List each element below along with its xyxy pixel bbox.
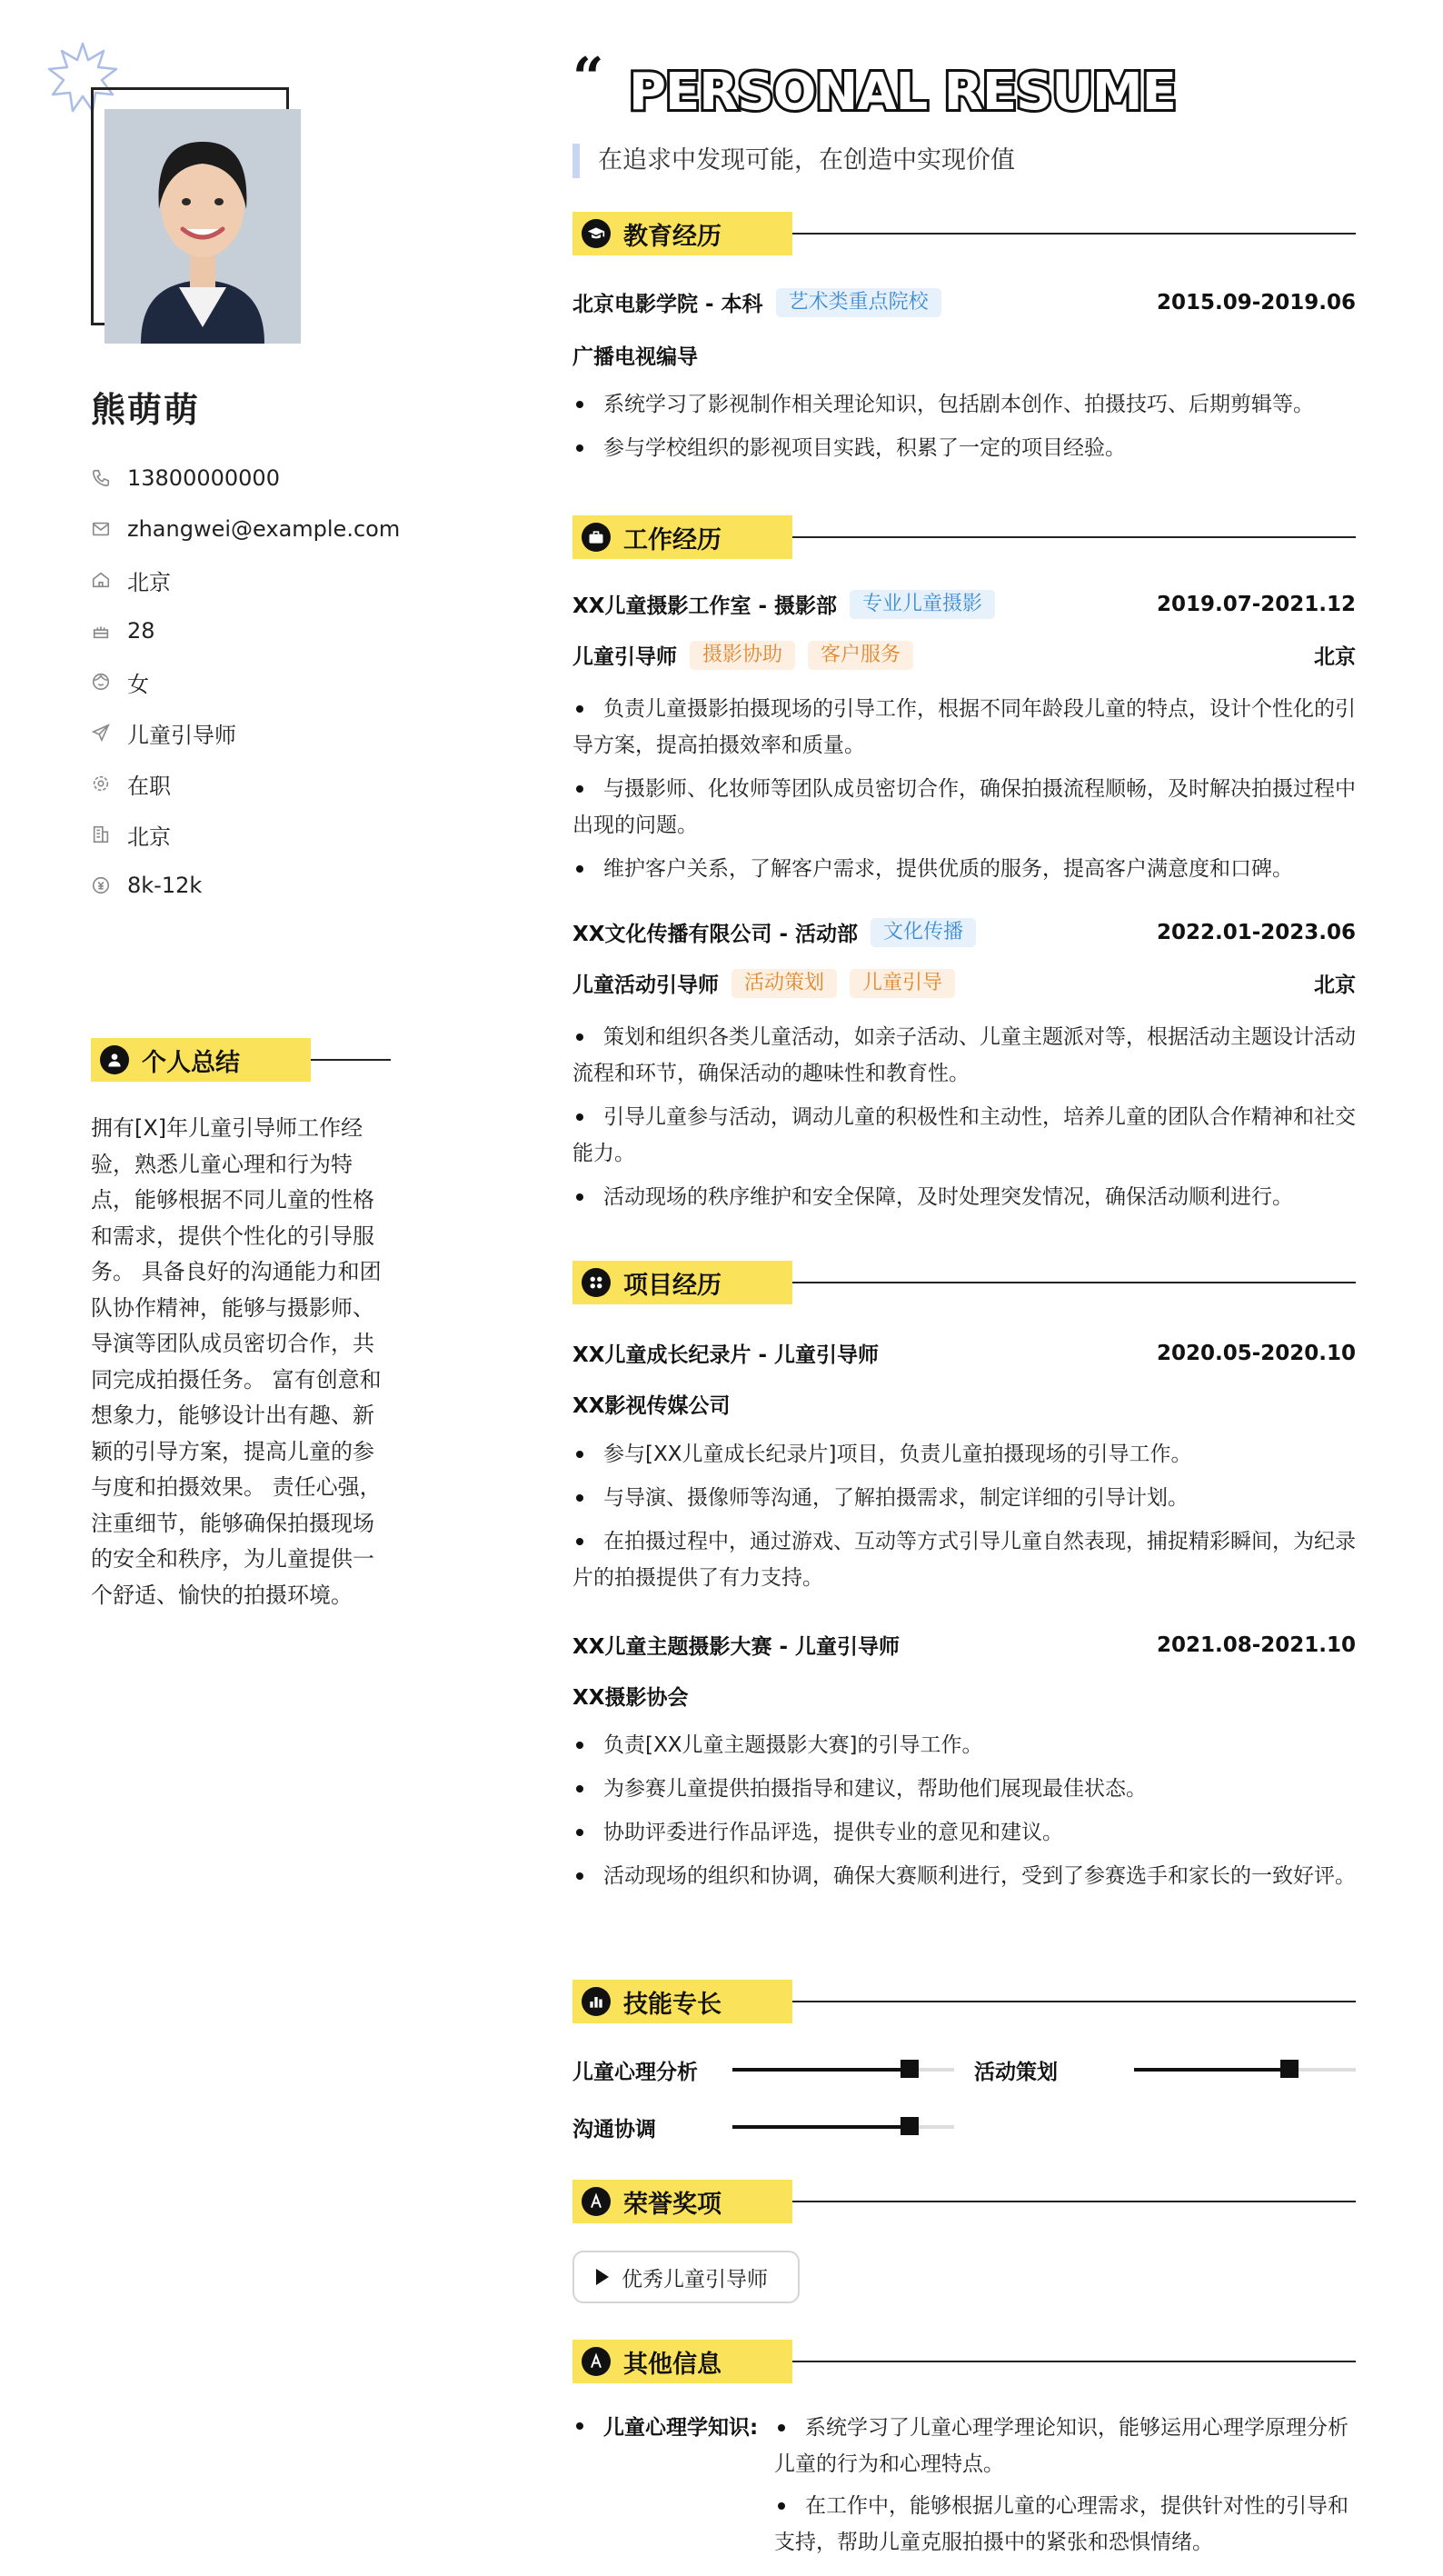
project-bullets	[572, 1436, 1356, 1596]
title-text: PERSONAL RESUME	[629, 63, 1176, 122]
list-item: 负责[XX儿童主题摄影大赛]的引导工作。	[572, 1727, 1356, 1763]
salary-icon	[91, 875, 111, 895]
info-text: 北京	[127, 824, 171, 850]
info-text: 28	[127, 618, 155, 644]
divider	[792, 2361, 1356, 2362]
section-title: 其他信息	[623, 2350, 722, 2379]
skill-name: 活动策划	[974, 2060, 1058, 2084]
info-text: 儿童引导师	[127, 722, 236, 748]
info-position	[91, 707, 418, 758]
list-item: 维护客户关系，了解客户需求，提供优质的服务，提高客户满意度和口碑。	[572, 851, 1356, 887]
title-graphic	[572, 53, 1209, 125]
award-icon	[582, 2187, 611, 2216]
info-phone	[91, 453, 418, 504]
job-role-row	[572, 968, 1356, 998]
section-title: 技能专长	[623, 1990, 722, 2019]
list-item: 系统学习了儿童心理学理论知识，能够运用心理学原理分析儿童的行为和心理特点。	[774, 2410, 1356, 2482]
section-work-header	[572, 515, 1356, 559]
education-date: 2015.09-2019.06	[1156, 290, 1356, 315]
list-item: 引导儿童参与活动，调动儿童的积极性和主动性，培养儿童的团队合作精神和社交能力。	[572, 1099, 1356, 1172]
project-date: 2021.08-2021.10	[1156, 1632, 1356, 1657]
info-salary	[91, 860, 418, 911]
svg-text:“: “	[572, 53, 604, 110]
job-row	[572, 917, 1356, 947]
divider	[792, 1282, 1356, 1283]
job-date: 2022.01-2023.06	[1156, 920, 1356, 944]
school-name: 北京电影学院 - 本科	[572, 293, 763, 316]
list-item: 参与学校组织的影视项目实践，积累了一定的项目经验。	[572, 430, 1356, 466]
list-item: 参与[XX儿童成长纪录片]项目，负责儿童拍摄现场的引导工作。	[572, 1436, 1356, 1473]
skill-item	[974, 2052, 1356, 2088]
info-text: zhangwei@example.com	[127, 516, 401, 542]
skill-chip: 儿童引导	[850, 969, 955, 998]
skill-knob	[901, 2117, 919, 2135]
section-title: 教育经历	[623, 222, 722, 251]
skill-chip: 摄影协助	[690, 641, 795, 670]
job-location: 北京	[1314, 973, 1356, 997]
project-org-row	[572, 1681, 1356, 1711]
skill-fill	[732, 2125, 910, 2129]
section-summary-header	[91, 1038, 391, 1082]
play-icon	[596, 2269, 609, 2285]
avatar	[104, 109, 301, 344]
project-row	[572, 1630, 1356, 1660]
list-item: 协助评委进行作品评选，提供专业的意见和建议。	[572, 1814, 1356, 1851]
list-item: 在拍摄过程中，通过游戏、互动等方式引导儿童自然表现，捕捉精彩瞬间，为纪录片的拍摄提供了有力支持。	[572, 1523, 1356, 1596]
divider	[311, 1059, 391, 1061]
left-column	[0, 0, 473, 2576]
info-city	[91, 809, 418, 860]
project-name: XX儿童主题摄影大赛 - 儿童引导师	[572, 1635, 901, 1659]
project-row	[572, 1338, 1356, 1368]
award-text: 优秀儿童引导师	[622, 2267, 768, 2291]
company-tag: 专业儿童摄影	[850, 590, 995, 619]
skill-item	[572, 2109, 954, 2145]
job-bullets	[572, 691, 1356, 887]
skill-name: 儿童心理分析	[572, 2060, 698, 2084]
company-name: XX文化传播有限公司 - 活动部	[572, 923, 859, 946]
job-bullets	[572, 1019, 1356, 1215]
info-text: 在职	[127, 773, 171, 799]
send-icon	[91, 723, 111, 743]
info-gender	[91, 656, 418, 707]
job-role: 儿童引导师	[572, 645, 677, 669]
divider	[792, 2201, 1356, 2202]
info-text: 8k-12k	[127, 873, 203, 898]
phone-icon	[91, 468, 111, 488]
info-age	[91, 605, 418, 656]
job-location: 北京	[1314, 645, 1356, 669]
skill-knob	[1280, 2060, 1299, 2078]
info-text: 北京	[127, 569, 171, 595]
bar-chart-icon	[582, 1987, 611, 2016]
company-tag: 文化传播	[871, 918, 976, 947]
info-text: 女	[127, 671, 149, 697]
info-icon	[582, 2347, 611, 2376]
section-awards-header	[572, 2180, 1356, 2223]
education-bullets	[572, 386, 1356, 466]
list-item: 与摄影师、化妆师等团队成员密切合作，确保拍摄流程顺畅，及时解决拍摄过程中出现的问题。	[572, 771, 1356, 844]
skill-fill	[1134, 2068, 1289, 2072]
info-status	[91, 758, 418, 809]
divider	[792, 536, 1356, 538]
divider	[792, 233, 1356, 235]
section-title: 个人总结	[142, 1048, 240, 1077]
job-role-row	[572, 640, 1356, 670]
education-row	[572, 287, 1356, 317]
divider	[792, 2001, 1356, 2002]
project-org-row	[572, 1389, 1356, 1419]
list-item: 系统学习了影视制作相关理论知识，包括剧本创作、拍摄技巧、后期剪辑等。	[572, 386, 1356, 423]
skill-chip: 活动策划	[731, 969, 837, 998]
section-other-header	[572, 2340, 1356, 2383]
project-bullets	[572, 1727, 1356, 1894]
section-skills-header	[572, 1980, 1356, 2023]
job-row	[572, 589, 1356, 619]
cake-icon	[91, 621, 111, 641]
info-text: 13800000000	[127, 465, 280, 491]
skill-fill	[732, 2068, 910, 2072]
section-title: 项目经历	[623, 1271, 722, 1300]
section-projects-header	[572, 1261, 1356, 1304]
skill-item	[572, 2052, 954, 2088]
section-education-header	[572, 212, 1356, 255]
education-major-row	[572, 340, 1356, 370]
other-label	[572, 2411, 758, 2441]
status-icon	[91, 774, 111, 794]
section-title: 工作经历	[623, 525, 722, 554]
user-icon	[100, 1045, 129, 1074]
mail-icon	[91, 519, 111, 539]
info-email	[91, 504, 418, 554]
list-item: 为参赛儿童提供拍摄指导和建议，帮助他们展现最佳状态。	[572, 1771, 1356, 1807]
skill-name: 沟通协调	[572, 2117, 656, 2142]
list-item: 活动现场的秩序维护和安全保障，及时处理突发情况，确保活动顺利进行。	[572, 1179, 1356, 1215]
skill-track	[732, 2068, 954, 2072]
summary-text: 拥有[X]年儿童引导师工作经验，熟悉儿童心理和行为特点，能够根据不同儿童的性格和需求，提供个性化的引导服务。 具备良好的沟通能力和团队协作精神，能够与摄影师、导演等团队成员密切合作，共同完成拍摄任务。 富有创意和想象力，能够设计出有趣、新颖的引导方案，提高儿童的参与度和拍摄效果。 责任心强，注重细节，能够确保拍摄现场的安全和秩序，为儿童提供一个舒适、愉快的拍摄环境。	[91, 1115, 382, 1608]
project-org: XX摄影协会	[572, 1686, 689, 1710]
list-item: 策划和组织各类儿童活动，如亲子活动、儿童主题派对等，根据活动主题设计活动流程和环节，确保活动的趣味性和教育性。	[572, 1019, 1356, 1092]
profile-name: 熊萌萌	[91, 390, 201, 430]
job-role: 儿童活动引导师	[572, 973, 719, 997]
award-item	[572, 2251, 800, 2303]
skill-knob	[901, 2060, 919, 2078]
contact-info-list	[91, 453, 418, 911]
job-date: 2019.07-2021.12	[1156, 592, 1356, 616]
major: 广播电视编导	[572, 345, 698, 369]
section-title: 荣誉奖项	[623, 2190, 722, 2219]
grid-icon	[582, 1268, 611, 1297]
project-date: 2020.05-2020.10	[1156, 1341, 1356, 1365]
company-name: XX儿童摄影工作室 - 摄影部	[572, 594, 838, 618]
skill-track	[732, 2125, 954, 2129]
skill-chip: 客户服务	[808, 641, 913, 670]
motto: 在追求中发现可能，在创造中实现价值	[572, 144, 1015, 178]
face-icon	[91, 672, 111, 692]
info-home	[91, 554, 418, 605]
building-icon	[91, 824, 111, 844]
list-item: 与导演、摄像师等沟通，了解拍摄需求，制定详细的引导计划。	[572, 1480, 1356, 1516]
other-label-text: 儿童心理学知识:	[603, 2416, 759, 2440]
list-item: 活动现场的组织和协调，确保大赛顺利进行，受到了参赛选手和家长的一致好评。	[572, 1858, 1356, 1894]
briefcase-icon	[582, 523, 611, 552]
other-bullets	[774, 2410, 1356, 2562]
list-item: 负责儿童摄影拍摄现场的引导工作，根据不同年龄段儿童的特点，设计个性化的引导方案，提高拍摄效率和质量。	[572, 691, 1356, 764]
project-org: XX影视传媒公司	[572, 1394, 731, 1418]
resume-title	[572, 53, 1209, 125]
skill-track	[1134, 2068, 1356, 2072]
project-name: XX儿童成长纪录片 - 儿童引导师	[572, 1343, 880, 1367]
list-item: 在工作中，能够根据儿童的心理需求，提供针对性的引导和支持，帮助儿童克服拍摄中的紧张和恐惧情绪。	[774, 2488, 1356, 2561]
graduation-cap-icon	[582, 219, 611, 248]
school-tag: 艺术类重点院校	[776, 288, 941, 317]
home-icon	[91, 570, 111, 590]
